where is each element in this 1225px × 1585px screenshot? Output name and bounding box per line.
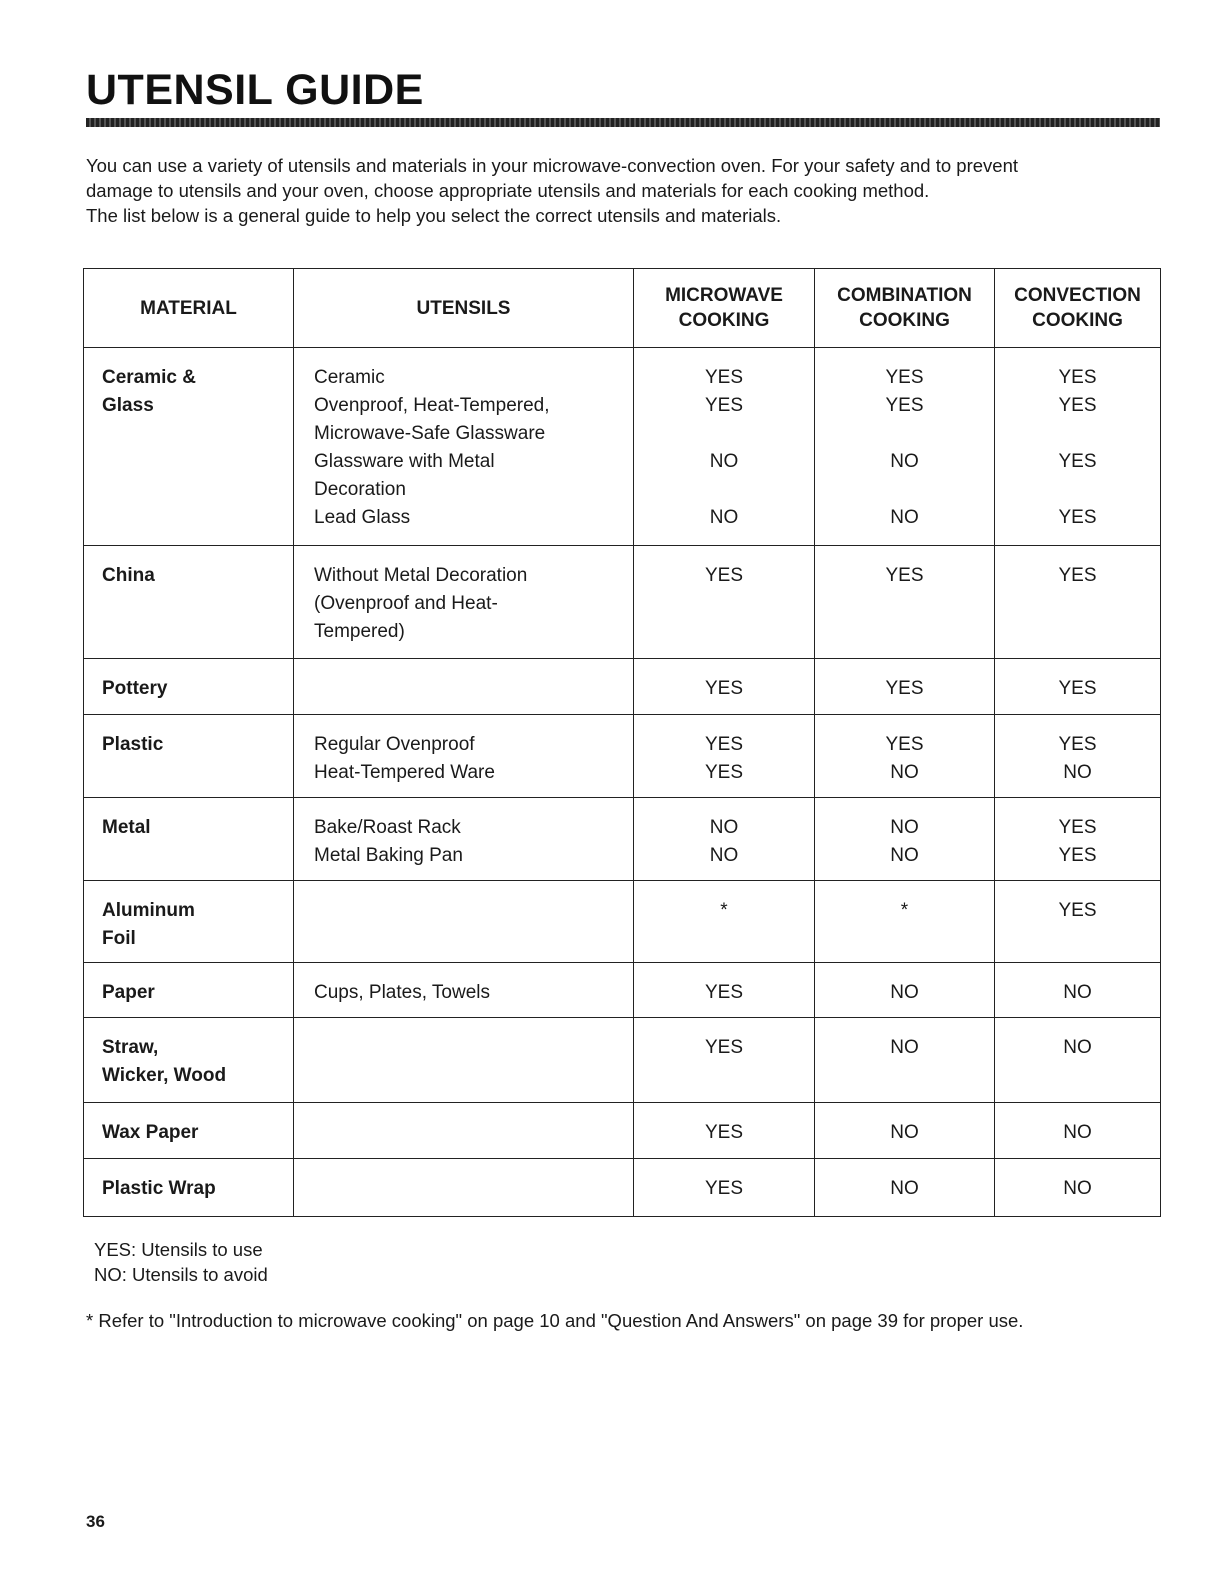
material-cell [84,348,294,546]
convection-value: YES [1058,900,1097,921]
footnote: * Refer to "Introduction to microwave cooking" on page 10 and "Question And Answers" on page 39 for proper use. [86,1310,1024,1331]
microwave-value: YES [704,1037,744,1058]
combination-cooking-cell [815,881,995,963]
convection-cooking-cell [995,348,1161,546]
utensils-cell [294,963,634,1018]
utensil-label [314,675,633,703]
legend [94,1237,268,1287]
utensil-label: Regular Ovenproof [314,734,475,755]
table-row [84,1018,1161,1103]
combination-cooking-cell [815,798,995,881]
combination-value: NO [890,1178,919,1199]
utensil-label [314,1175,633,1203]
utensil-label: Cups, Plates, Towels [314,982,491,1003]
utensils-cell [294,798,634,881]
table-row [84,348,1161,546]
utensil-guide-table [83,268,1161,1217]
utensil-label: Glassware with Metal [314,451,495,472]
table-header-row [84,269,1161,348]
combination-value: NO [890,845,919,866]
utensils-cell [294,715,634,798]
convection-value: YES [1058,845,1097,866]
material-cell [84,659,294,715]
header-convection-cooking: CONVECTION COOKING [995,269,1161,348]
microwave-value: YES [704,678,744,699]
material-label: China [102,565,155,586]
table-row [84,881,1161,963]
utensil-entry [294,731,633,759]
material-cell [84,1159,294,1217]
material-cell [84,881,294,963]
utensil-entry [294,562,633,646]
material-label: Foil [102,928,136,949]
microwave-cooking-cell [634,881,815,963]
utensil-label: Ceramic [314,367,385,388]
utensil-label: Decoration [314,479,406,500]
header-utensils: UTENSILS [294,269,634,348]
convection-cooking-cell [995,798,1161,881]
convection-value: NO [1063,1122,1092,1143]
table-row [84,659,1161,715]
utensil-label: Without Metal Decoration [314,565,528,586]
microwave-cooking-cell [634,963,815,1018]
utensils-cell [294,348,634,546]
microwave-cooking-cell [634,348,815,546]
header-combination-cooking: COMBINATION COOKING [815,269,995,348]
convection-value: YES [1058,451,1097,472]
combination-cooking-cell [815,1159,995,1217]
microwave-value: YES [704,762,744,783]
combination-value: NO [890,1037,919,1058]
convection-cooking-cell [995,546,1161,659]
utensil-label [314,897,633,925]
microwave-cooking-cell [634,1018,815,1103]
header-microwave-cooking: MICROWAVE COOKING [634,269,815,348]
utensil-label [314,1034,633,1062]
utensil-entry [294,897,633,925]
convection-cooking-cell [995,659,1161,715]
material-label: Straw, [102,1037,159,1058]
utensil-label: Bake/Roast Rack [314,817,461,838]
convection-value: YES [1058,678,1097,699]
utensils-cell [294,1159,634,1217]
microwave-value: * [720,900,728,921]
utensil-entry [294,504,633,532]
material-label: Metal [102,817,151,838]
table-row [84,798,1161,881]
utensil-label [314,1119,633,1147]
convection-value: NO [1063,1037,1092,1058]
material-label: Ceramic & [102,367,196,388]
convection-value: YES [1058,395,1097,416]
convection-cooking-cell [995,881,1161,963]
table-body [84,348,1161,1217]
convection-cooking-cell [995,715,1161,798]
microwave-cooking-cell [634,798,815,881]
utensil-entry [294,759,633,787]
utensil-entry [294,675,633,703]
combination-value: * [900,900,909,921]
microwave-value: YES [704,1122,744,1143]
microwave-cooking-cell [634,1159,815,1217]
microwave-value: YES [704,982,744,1003]
material-label: Plastic [102,734,164,755]
convection-cooking-cell [995,963,1161,1018]
utensil-label: Metal Baking Pan [314,845,463,866]
utensil-label: Lead Glass [314,507,411,528]
microwave-cooking-cell [634,1103,815,1159]
combination-value: NO [890,982,919,1003]
microwave-value: NO [709,845,739,866]
material-label: Wicker, Wood [102,1065,227,1086]
table-row [84,1103,1161,1159]
combination-cooking-cell [815,963,995,1018]
utensils-cell [294,1103,634,1159]
microwave-value: NO [709,817,739,838]
convection-value: YES [1058,734,1097,755]
utensils-cell [294,546,634,659]
microwave-value: NO [709,507,739,528]
material-label: Pottery [102,678,168,699]
table-row [84,546,1161,659]
material-label: Plastic Wrap [102,1178,216,1199]
microwave-value: YES [704,565,744,586]
convection-value: YES [1058,817,1097,838]
combination-cooking-cell [815,659,995,715]
microwave-cooking-cell [634,659,815,715]
microwave-value: YES [704,1178,744,1199]
convection-value: YES [1058,507,1097,528]
convection-value: NO [1063,1178,1092,1199]
convection-value: NO [1063,982,1092,1003]
utensils-cell [294,659,634,715]
combination-cooking-cell [815,1103,995,1159]
intro-line: You can use a variety of utensils and materials in your microwave-convection oven. For your safety and to prevent [86,155,1018,176]
material-label: Paper [102,982,155,1003]
convection-cooking-cell [995,1018,1161,1103]
utensil-entry [294,392,633,448]
combination-cooking-cell [815,546,995,659]
combination-cooking-cell [815,348,995,546]
utensil-label: Tempered) [314,621,405,642]
combination-cooking-cell [815,1018,995,1103]
microwave-cooking-cell [634,715,815,798]
convection-value: YES [1058,367,1097,388]
utensil-entry [294,1034,633,1062]
material-cell [84,963,294,1018]
header-material: MATERIAL [84,269,294,348]
convection-value: YES [1058,565,1097,586]
material-cell [84,546,294,659]
material-cell [84,1018,294,1103]
utensil-entry [294,1175,633,1203]
microwave-value: YES [704,395,744,416]
page-number: 36 [86,1512,105,1531]
utensils-cell [294,881,634,963]
title-rule [86,118,1160,127]
convection-cooking-cell [995,1159,1161,1217]
material-cell [84,1103,294,1159]
combination-value: YES [885,678,924,699]
table-row [84,715,1161,798]
legend-no: NO: Utensils to avoid [94,1264,268,1285]
utensil-label: Heat-Tempered Ware [314,762,495,783]
combination-cooking-cell [815,715,995,798]
microwave-value: YES [704,367,744,388]
material-label: Wax Paper [102,1122,199,1143]
material-cell [84,715,294,798]
microwave-value: YES [704,734,744,755]
utensil-label: Microwave-Safe Glassware [314,423,546,444]
utensil-entry [294,364,633,392]
utensil-label: (Ovenproof and Heat- [314,593,498,614]
utensil-entry [294,814,633,842]
microwave-cooking-cell [634,546,815,659]
material-label: Aluminum [102,900,195,921]
intro-line: The list below is a general guide to help you select the correct utensils and materials. [86,205,782,226]
combination-value: NO [890,817,919,838]
utensil-entry [294,979,633,1007]
microwave-value: NO [709,451,739,472]
combination-value: YES [885,734,924,755]
material-label: Glass [102,395,154,416]
combination-value: YES [885,565,924,586]
utensil-label: Ovenproof, Heat-Tempered, [314,395,550,416]
intro-text [86,153,1166,228]
combination-value: NO [890,451,919,472]
convection-cooking-cell [995,1103,1161,1159]
page-title: UTENSIL GUIDE [86,66,424,114]
table-row [84,1159,1161,1217]
combination-value: YES [885,395,924,416]
intro-line: damage to utensils and your oven, choose appropriate utensils and materials for each cooking method. [86,180,930,201]
utensil-entry [294,1119,633,1147]
convection-value: NO [1063,762,1092,783]
combination-value: NO [890,507,919,528]
material-cell [84,798,294,881]
combination-value: NO [890,762,919,783]
table-row [84,963,1161,1018]
utensils-cell [294,1018,634,1103]
combination-value: NO [890,1122,919,1143]
utensil-entry [294,842,633,870]
legend-yes: YES: Utensils to use [94,1239,263,1260]
combination-value: YES [885,367,924,388]
utensil-entry [294,448,633,504]
